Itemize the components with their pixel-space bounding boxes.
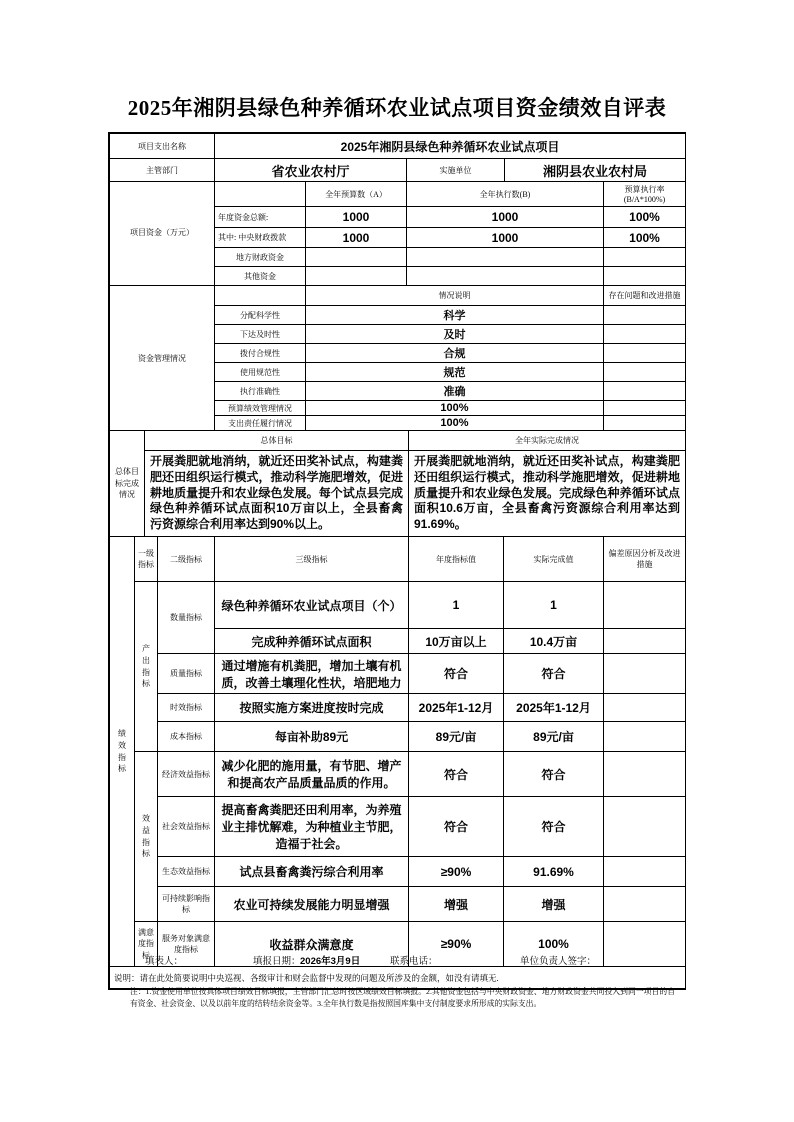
- dept-label: 主管部门: [110, 159, 215, 182]
- deviation-cell: [604, 582, 686, 629]
- target-value: ≥90%: [409, 922, 504, 967]
- funds-col-rate: 预算执行率(B/A*100%): [604, 182, 686, 207]
- funds-budget-value: [306, 267, 407, 286]
- deviation-cell: [604, 887, 686, 922]
- management-row-issues: [604, 344, 686, 363]
- l3-text: 试点县畜禽粪污综合利用率: [215, 857, 409, 887]
- management-col-issues: 存在问题和改进措施: [604, 286, 686, 306]
- basic-info-table: [109, 133, 686, 182]
- l3-text: 每亩补助89元: [215, 722, 409, 752]
- management-row-label: 执行准确性: [215, 382, 306, 401]
- overall-label: 总体目标完成情况: [110, 431, 145, 537]
- management-row-issues: [604, 325, 686, 344]
- actual-value: 符合: [504, 797, 604, 857]
- management-row-label: 拨付合规性: [215, 344, 306, 363]
- indicators-col-l1: 一级指标: [135, 537, 158, 582]
- indicators-group-label: 绩效指标: [110, 537, 135, 967]
- overall-actual-text: 开展粪肥就地消纳，就近还田奖补试点，构建粪肥还田组织运行模式，推动科学施肥增效，促进耕地质量提升和农业绿色发展。完成绿色种养循环试点面积10.6万亩，全县畜禽污资源综合利用率达到91.69%。: [409, 451, 686, 537]
- indicators-col-l2: 二级指标: [158, 537, 215, 582]
- funds-exec-value: [407, 248, 604, 267]
- indicator-row: [110, 797, 686, 857]
- management-sublabel-blank: [215, 286, 306, 306]
- overall-col-actual: 全年实际完成情况: [409, 431, 686, 451]
- target-value: ≥90%: [409, 857, 504, 887]
- funds-table: [109, 181, 686, 286]
- l1-benefit-label: 效益指标: [135, 752, 158, 922]
- indicator-row: [110, 857, 686, 887]
- management-row-issues: [604, 363, 686, 382]
- project-name-value: 2025年湘阴县绿色种养循环农业试点项目: [215, 134, 686, 159]
- l2-label: 经济效益指标: [158, 752, 215, 797]
- management-row-label: 使用规范性: [215, 363, 306, 382]
- signature-row: [0, 953, 794, 967]
- funds-exec-value: 1000: [407, 228, 604, 248]
- report-date-label: 填报日期：: [253, 957, 301, 967]
- management-row-label: 支出责任履行情况: [215, 416, 306, 431]
- funds-rate-value: 100%: [604, 228, 686, 248]
- management-row-value: 100%: [306, 401, 604, 416]
- target-value: 1: [409, 582, 504, 629]
- l2-label: 生态效益指标: [158, 857, 215, 887]
- overall-col-goal: 总体目标: [145, 431, 409, 451]
- actual-value: 符合: [504, 752, 604, 797]
- funds-row-label: 其他资金: [215, 267, 306, 286]
- target-value: 10万亩以上: [409, 629, 504, 654]
- l1-output-label: 产出指标: [135, 582, 158, 752]
- l1-satisfaction-label: 满意度指标: [135, 922, 158, 967]
- actual-value: 1: [504, 582, 604, 629]
- self-evaluation-form: [109, 133, 685, 989]
- management-row-issues: [604, 382, 686, 401]
- funds-sublabel-blank: [215, 182, 306, 207]
- indicators-col-l3: 三级指标: [215, 537, 409, 582]
- target-value: 符合: [409, 752, 504, 797]
- l2-label: 服务对象满意度指标: [158, 922, 215, 967]
- funds-exec-value: 1000: [407, 207, 604, 228]
- management-row-value: 准确: [306, 382, 604, 401]
- deviation-cell: [604, 629, 686, 654]
- management-row-value: 及时: [306, 325, 604, 344]
- management-row-label: 分配科学性: [215, 306, 306, 325]
- target-value: 增强: [409, 887, 504, 922]
- filler-label: 填表人：: [145, 957, 184, 967]
- actual-value: 2025年1-12月: [504, 694, 604, 722]
- indicator-row: [110, 887, 686, 922]
- l2-label: 成本指标: [158, 722, 215, 752]
- l3-text: 完成种养循环试点面积: [215, 629, 409, 654]
- actual-value: 89元/亩: [504, 722, 604, 752]
- management-row-value: 100%: [306, 416, 604, 431]
- indicator-row: [110, 722, 686, 752]
- target-value: 符合: [409, 797, 504, 857]
- management-row-value: 规范: [306, 363, 604, 382]
- actual-value: 100%: [504, 922, 604, 967]
- deviation-cell: [604, 722, 686, 752]
- management-row-label: 预算绩效管理情况: [215, 401, 306, 416]
- management-row-issues: [604, 401, 686, 416]
- deviation-cell: [604, 797, 686, 857]
- l2-label: 时效指标: [158, 694, 215, 722]
- l3-text: 收益群众满意度: [215, 922, 409, 967]
- management-label: 资金管理情况: [110, 286, 215, 431]
- indicators-col-target: 年度指标值: [409, 537, 504, 582]
- management-row-issues: [604, 416, 686, 431]
- indicator-row: [110, 752, 686, 797]
- l2-label: 质量指标: [158, 654, 215, 694]
- l2-label: 可持续影响指标: [158, 887, 215, 922]
- indicator-row: [110, 582, 686, 629]
- l3-text: 提高畜禽粪肥还田利用率，为养殖业主排忧解难，为种植业主节肥，造福于社会。: [215, 797, 409, 857]
- remark-text: 说明：请在此处简要说明中央巡视、各级审计和财会监督中发现的问题及所涉及的金额，如没有请填无.: [110, 967, 686, 989]
- funds-budget-value: 1000: [306, 207, 407, 228]
- actual-value: 增强: [504, 887, 604, 922]
- leader-signature-label: 单位负责人签字：: [520, 957, 597, 967]
- l2-label: 数量指标: [158, 582, 215, 654]
- page-title: 2025年湘阴县绿色种养循环农业试点项目资金绩效自评表: [127, 96, 667, 120]
- overall-goal-table: [109, 430, 686, 537]
- funds-rate-value: 100%: [604, 207, 686, 228]
- funds-budget-value: [306, 248, 407, 267]
- bottom-note: 注：1.资金使用单位按具体项目绩效目标填报，主管部门汇总时按区域绩效目标填报。2.其他资金包括与中央财政资金、地方财政资金共同投入到同一项目的自有资金、社会资金、以及以前年度的结转结余资金等。3.全年执行数是指按照国库集中支付制度要求所形成的实际支出。: [130, 987, 675, 1009]
- fund-management-table: [109, 285, 686, 431]
- management-row-label: 下达及时性: [215, 325, 306, 344]
- dept-value: 省农业农村厅: [215, 159, 407, 182]
- target-value: 89元/亩: [409, 722, 504, 752]
- target-value: 符合: [409, 654, 504, 694]
- actual-value: 10.4万亩: [504, 629, 604, 654]
- funds-budget-value: 1000: [306, 228, 407, 248]
- deviation-cell: [604, 857, 686, 887]
- management-col-desc: 情况说明: [306, 286, 604, 306]
- overall-goal-text: 开展粪肥就地消纳，就近还田奖补试点，构建粪肥还田组织运行模式，推动科学施肥增效，促进耕地质量提升和农业绿色发展。每个试点县完成绿色种养循环试点面积10万亩以上，全县畜禽污资源综合利用率达到90%以上。: [145, 451, 409, 537]
- target-value: 2025年1-12月: [409, 694, 504, 722]
- deviation-cell: [604, 752, 686, 797]
- indicators-col-deviation: 偏差原因分析及改进措施: [604, 537, 686, 582]
- management-row-issues: [604, 306, 686, 325]
- funds-rate-value: [604, 267, 686, 286]
- l3-text: 通过增施有机粪肥，增加土壤有机质，改善土壤理化性状，培肥地力: [215, 654, 409, 694]
- management-row-value: 科学: [306, 306, 604, 325]
- funds-rate-value: [604, 248, 686, 267]
- funds-col-budget: 全年预算数（A）: [306, 182, 407, 207]
- funds-exec-value: [407, 267, 604, 286]
- impl-unit-label: 实施单位: [407, 159, 505, 182]
- l3-text: 按照实施方案进度按时完成: [215, 694, 409, 722]
- l3-text: 减少化肥的施用量，有节肥、增产和提高农产品质量品质的作用。: [215, 752, 409, 797]
- deviation-cell: [604, 694, 686, 722]
- management-row-value: 合规: [306, 344, 604, 363]
- indicator-row: [110, 654, 686, 694]
- funds-col-exec: 全年执行数(B): [407, 182, 604, 207]
- indicators-table: [109, 536, 686, 967]
- phone-label: 联系电话：: [390, 957, 438, 967]
- actual-value: 91.69%: [504, 857, 604, 887]
- funds-label: 项目资金（万元）: [110, 182, 215, 286]
- report-date-value: 2026年3月9日: [300, 956, 361, 967]
- funds-row-label: 其中: 中央财政拨款: [215, 228, 306, 248]
- actual-value: 符合: [504, 654, 604, 694]
- l2-label: 社会效益指标: [158, 797, 215, 857]
- l3-text: 农业可持续发展能力明显增强: [215, 887, 409, 922]
- funds-row-label: 年度资金总额:: [215, 207, 306, 228]
- deviation-cell: [604, 654, 686, 694]
- l3-text: 绿色种养循环农业试点项目（个）: [215, 582, 409, 629]
- funds-row-label: 地方财政资金: [215, 248, 306, 267]
- indicators-col-actual: 实际完成值: [504, 537, 604, 582]
- indicator-row: [110, 694, 686, 722]
- impl-unit-value: 湘阴县农业农村局: [505, 159, 686, 182]
- project-name-label: 项目支出名称: [110, 134, 215, 159]
